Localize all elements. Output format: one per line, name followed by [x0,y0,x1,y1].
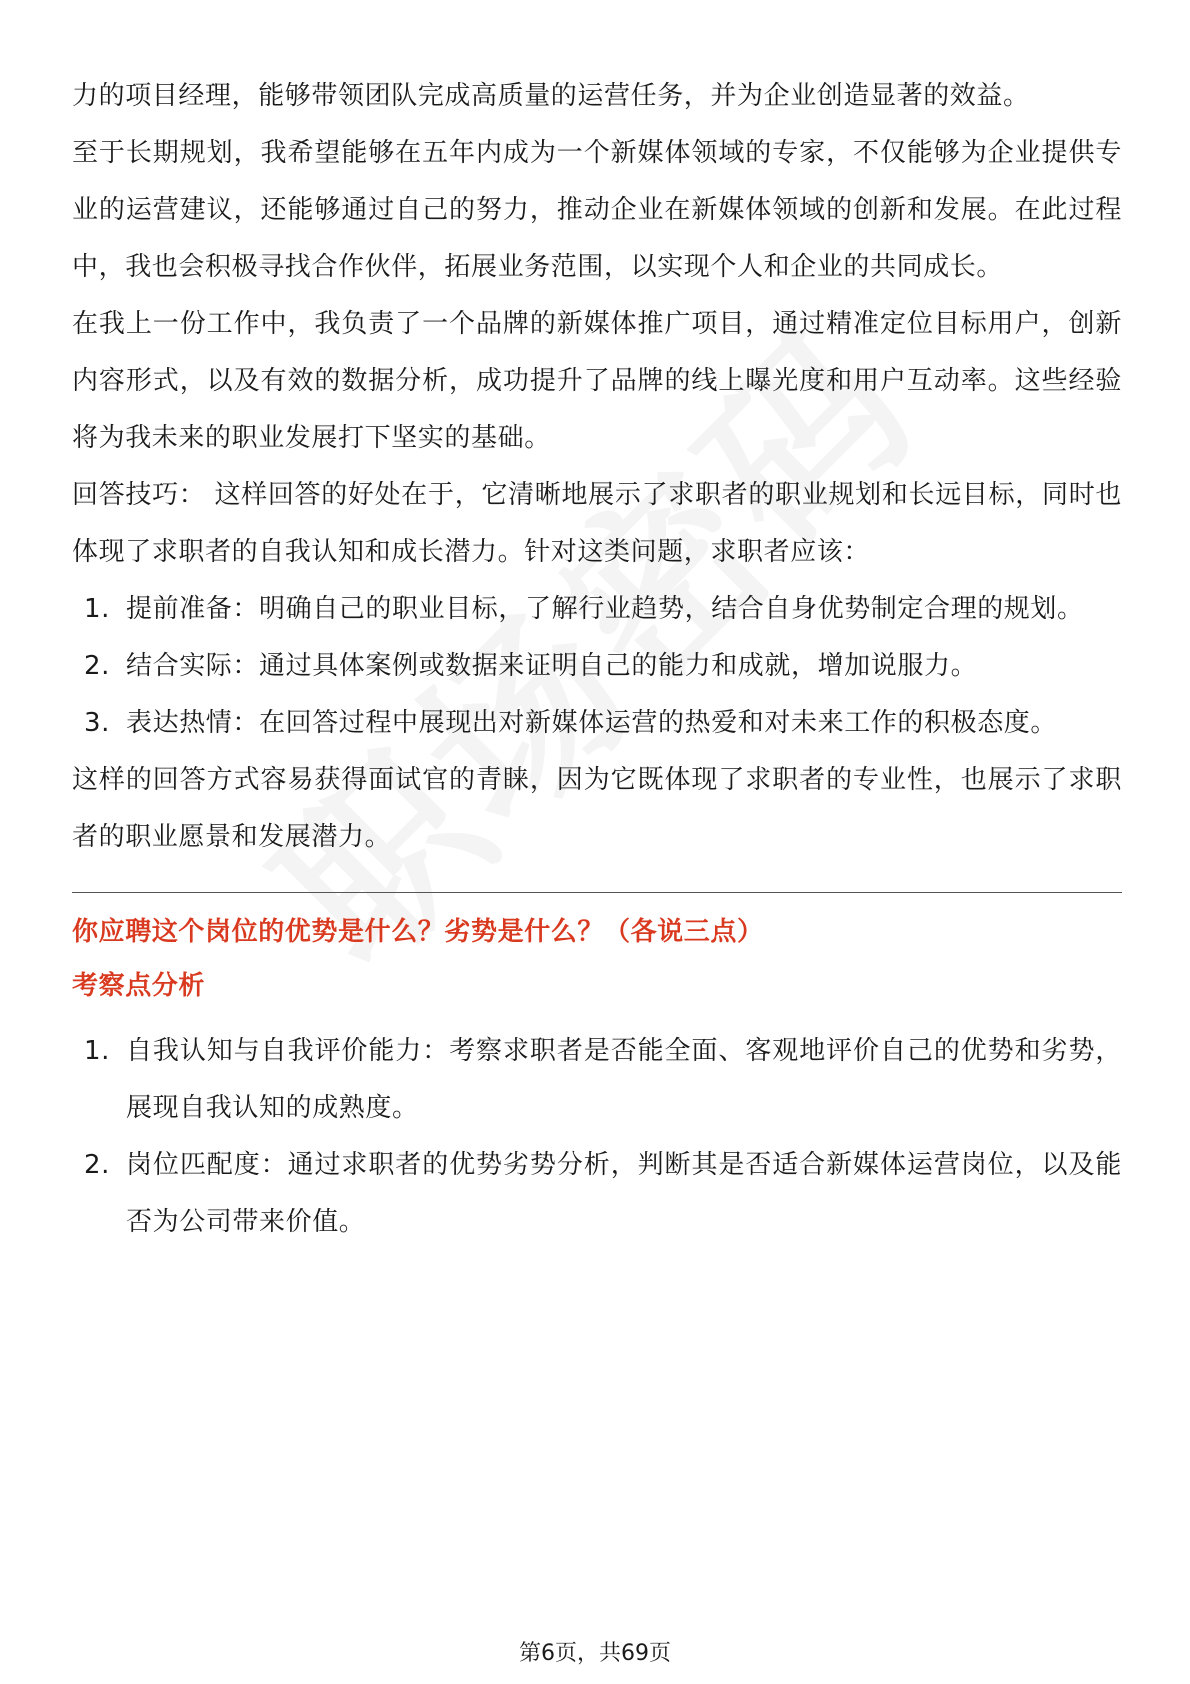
list-number: 1. [84,1036,111,1066]
list-item-text: 自我认知与自我评价能力：考察求职者是否能全面、客观地评价自己的优势和劣势，展现自我认知的成熟度。 [126,1036,1122,1123]
list-number: 2. [84,1150,111,1180]
page-content [72,68,1122,1251]
list-item [72,638,1122,695]
page-number-footer: 第6页，共69页 [519,1641,671,1666]
tips-list [72,581,1122,752]
list-number: 3. [84,708,111,738]
list-item [72,695,1122,752]
paragraph-continuation: 力的项目经理，能够带领团队完成高质量的运营任务，并为企业创造显著的效益。 [72,81,1030,111]
section-divider [72,892,1122,893]
paragraph-answer-tips: 回答技巧： 这样回答的好处在于，它清晰地展示了求职者的职业规划和长远目标，同时也体现了求职者的自我认知和成长潜力。针对这类问题，求职者应该： [72,480,1122,567]
list-item-text: 岗位匹配度：通过求职者的优势劣势分析，判断其是否适合新媒体运营岗位，以及能否为公司带来价值。 [126,1150,1122,1237]
question-title: 你应聘这个岗位的优势是什么？劣势是什么？（各说三点） [72,917,764,947]
list-item [72,1023,1122,1137]
question-subtitle: 考察点分析 [72,971,206,1001]
paragraph-experience: 在我上一份工作中，我负责了一个品牌的新媒体推广项目，通过精准定位目标用户，创新内容形式，以及有效的数据分析，成功提升了品牌的线上曝光度和用户互动率。这些经验将为我未来的职业发展打下坚实的基础。 [72,309,1122,453]
list-item-text: 提前准备：明确自己的职业目标，了解行业趋势，结合自身优势制定合理的规划。 [126,594,1084,624]
list-item [72,1137,1122,1251]
list-item [72,581,1122,638]
list-item-text: 表达热情：在回答过程中展现出对新媒体运营的热爱和对未来工作的积极态度。 [126,708,1058,738]
paragraph-long-term-plan: 至于长期规划，我希望能够在五年内成为一个新媒体领域的专家，不仅能够为企业提供专业的运营建议，还能够通过自己的努力，推动企业在新媒体领域的创新和发展。在此过程中，我也会积极寻找合作伙伴，拓展业务范围，以实现个人和企业的共同成长。 [72,138,1122,282]
paragraph-closing: 这样的回答方式容易获得面试官的青睐，因为它既体现了求职者的专业性，也展示了求职者的职业愿景和发展潜力。 [72,765,1122,852]
list-item-text: 结合实际：通过具体案例或数据来证明自己的能力和成就，增加说服力。 [126,651,978,681]
analysis-points-list [72,1023,1122,1251]
list-number: 1. [84,594,111,624]
list-number: 2. [84,651,111,681]
